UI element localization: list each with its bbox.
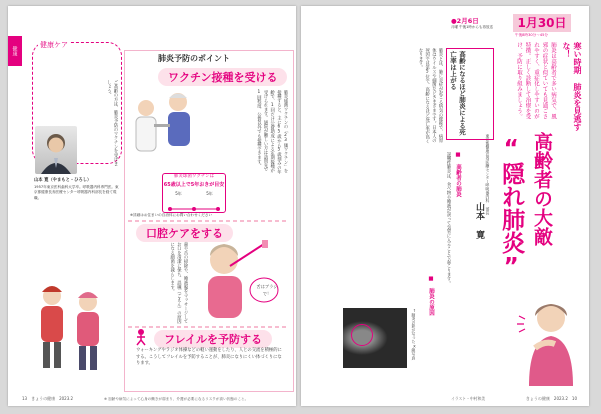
interval-arrow-icon — [166, 206, 222, 212]
body-column-1: 肺炎とは、肺に炎症が起こる病気の総称で、病原体はウイルスや細菌などさまざまです。日本人の死因では第5位で、高齢になるほど死亡率が高くなります。 — [418, 48, 443, 144]
headline-sub: 寒い時期 肺炎を見逃すな！ — [562, 42, 582, 131]
sub-heading-elderly: ■ 高齢者の肺炎 — [455, 152, 461, 197]
frailty-text: ウォーキングやラジオ体操などの軽い運動をしたり、人との交流を積極的にする。こうしてフレイルを予防することが、肺炎になりにくい体づくりになります。 — [136, 348, 282, 367]
doctor-comment: ご高齢の方は、肺炎予防のワクチンを受けましょう。 — [106, 80, 118, 166]
doctor-bio: 1957年東京医科歯科大学卒。呼吸器内科専門医。東京都健康長寿医療センター呼吸器内科部長を経て現職。 — [34, 184, 119, 200]
divider-wave — [128, 220, 288, 222]
sub-heading-cause: ■ 肺炎の原因 — [428, 276, 434, 316]
doctor-name: 山本 寛（やまもと・ひろし） — [34, 178, 92, 183]
doctor-name-block — [34, 178, 122, 201]
xray-highlight-circle — [351, 324, 373, 346]
left-page — [8, 6, 296, 406]
footnote: ※ 加齢や病気によって心身の働きが弱まり、介護が必要になるリスクが高い状態のこと。 — [104, 397, 249, 401]
interval-label-2: 5年 — [206, 190, 213, 196]
vaccine-heading: ワクチン接種を受ける — [158, 68, 287, 86]
illustration-credit: イラスト・中村和美 — [451, 396, 486, 401]
oral-care-text: 歯や舌の掃除や、唾液腺をマッサージしてお口を清潔に保ち、誤嚥（ごえん）の原因になる細菌を減らします。 — [169, 242, 188, 324]
oral-care-heading: 口腔ケアをする — [136, 224, 233, 242]
vaccine-box — [162, 173, 226, 213]
vaccine-note: ※詳細はお住まいの自治体にお問い合わせください — [130, 213, 213, 217]
broadcast-time: 午後8時30分〜45分 — [515, 33, 548, 37]
vaccine-text: 肺炎球菌ワクチンの「23価ワクチン」を接種すると、主に65歳から5歳刻みの年齢で、1回だけ公費助成による定期接種が受けられます。通院が難しい方は訪問先で1回程度、公費以外でも接種できます。 — [256, 90, 288, 174]
broadcast-date-sub — [451, 16, 509, 32]
interval-label-1: 5年 — [175, 190, 182, 196]
page-footer-left: 13 きょうの健康 2023.2 — [22, 396, 74, 401]
lead-box — [446, 48, 494, 140]
rebroadcast-date: ●2月6日 — [451, 17, 479, 25]
divider-wave — [128, 326, 288, 328]
xray-caption: ↑肺炎の影が写ったX線写真 — [411, 308, 417, 360]
coughing-woman-illustration — [511, 296, 585, 386]
headline-main: 高齢者の大敵 — [530, 132, 553, 246]
intro-text: 肺炎は高齢者で多い病気で、風邪の症状と似ていても見過ごされやすく、重症化しやすいのが特徴。正しく診断して治療を受け、予防に取り組みましょう。 — [515, 42, 556, 119]
walking-icon — [132, 328, 150, 346]
doctor-photo — [35, 126, 77, 174]
tongue-brush-bubble: 舌はブラシで！ — [256, 284, 278, 296]
page-footer-right: きょうの健康 2023.2 10 — [525, 396, 577, 401]
oral-care-illustration — [190, 238, 286, 324]
author-name: 山本 寛 — [474, 202, 484, 239]
lead-text: 高齢になるほど肺炎による死亡率は上がる — [449, 51, 466, 136]
walking-couple-illustration — [28, 274, 116, 382]
broadcast-date: 1月30日 — [513, 14, 571, 32]
frailty-heading: フレイルを予防する — [154, 330, 272, 348]
prevention-title: 肺炎予防のポイント — [158, 54, 230, 63]
vaccine-box-title: 肺炎球菌ワクチンは — [173, 174, 215, 179]
body-column-2: 誤嚥性肺炎は、食べ物や唾液が誤って気管に入ることで起こります。 — [446, 152, 451, 286]
headline-hidden-pneumonia: “隠れ肺炎” — [498, 136, 525, 280]
author-affiliation: 東京都健康長寿医療センター呼吸器内科 部長 — [485, 134, 491, 215]
right-page — [301, 6, 589, 406]
health-care-title: 健康ケア — [40, 41, 68, 49]
vaccine-box-text: 65歳以上で5年おきが目安 — [163, 181, 225, 188]
side-tab: 健康 — [8, 36, 22, 66]
rebroadcast-note: 月曜 午後1時からも再放送 — [451, 25, 493, 29]
vaccination-illustration — [130, 86, 200, 168]
